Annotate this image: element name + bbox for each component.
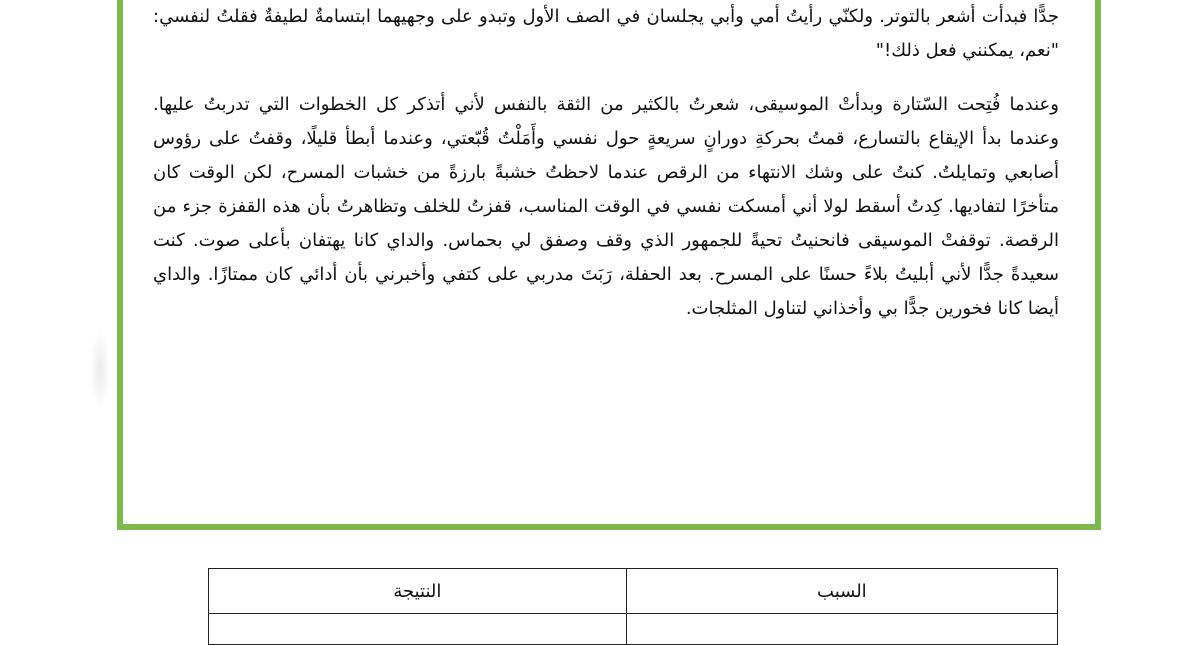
story-frame	[117, 0, 1101, 530]
cause-cell[interactable]	[626, 614, 1057, 645]
story-text	[153, 0, 1059, 326]
table-header-row	[209, 569, 1058, 614]
scan-shadow	[90, 330, 110, 410]
story-paragraph-2: وعندما فُتِحت السّتارة وبدأتْ الموسيقى، شعرتُ بالكثير من الثقة بالنفس لأني أتذكر كل الخطوات التي تدربتُ عليها. وعندما بدأ الإيقاع بالتسارع، قمتُ بحركةِ دورانٍ سريعةٍ حول نفسي وأَمَلْتُ قُبّعتي، وعندما أبطأ قليلًا، وقفتُ على رؤوس أصابعي وتمايلتُ. كنتُ على وشك الانتهاء من الرقص عندما لاحظتُ خشبةً بارزةً من خشبات المسرح، لكن الوقت كان متأخرًا لتفاديها. كِدتُ أسقط لولا أني أمسكت نفسي في الوقت المناسب، قفزتُ للخلف وتظاهرتُ بأن هذه القفزة جزء من الرقصة. توقفتْ الموسيقى فانحنيتُ تحيةً للجمهور الذي وقف وصفق لي بحماس. والداي كانا يهتفان بأعلى صوت. كنت سعيدةً جدًّا لأني أبليتُ بلاءً حسنًا على المسرح. بعد الحفلة، رَبَتَ مدربي على كتفي وأخبرني بأن أدائي كان ممتازًا. والداي أيضا كانا فخورين جدًّا بي وأخذاني لتناول المثلجات.	[153, 94, 1059, 319]
cause-result-table	[208, 568, 1058, 645]
result-column-header: النتيجة	[209, 569, 627, 614]
story-paragraph-1: جدًّا فبدأت أشعر بالتوتر. ولكنّي رأيتُ أمي وأبي يجلسان في الصف الأول وتبدو على وجهيهما ابتسامةٌ لطيفةٌ فقلتُ لنفسي: "نعم، يمكنني فعل ذلك!"	[153, 6, 1059, 61]
cause-column-header: السبب	[626, 569, 1057, 614]
result-cell[interactable]	[209, 614, 627, 645]
table-row	[209, 614, 1058, 645]
